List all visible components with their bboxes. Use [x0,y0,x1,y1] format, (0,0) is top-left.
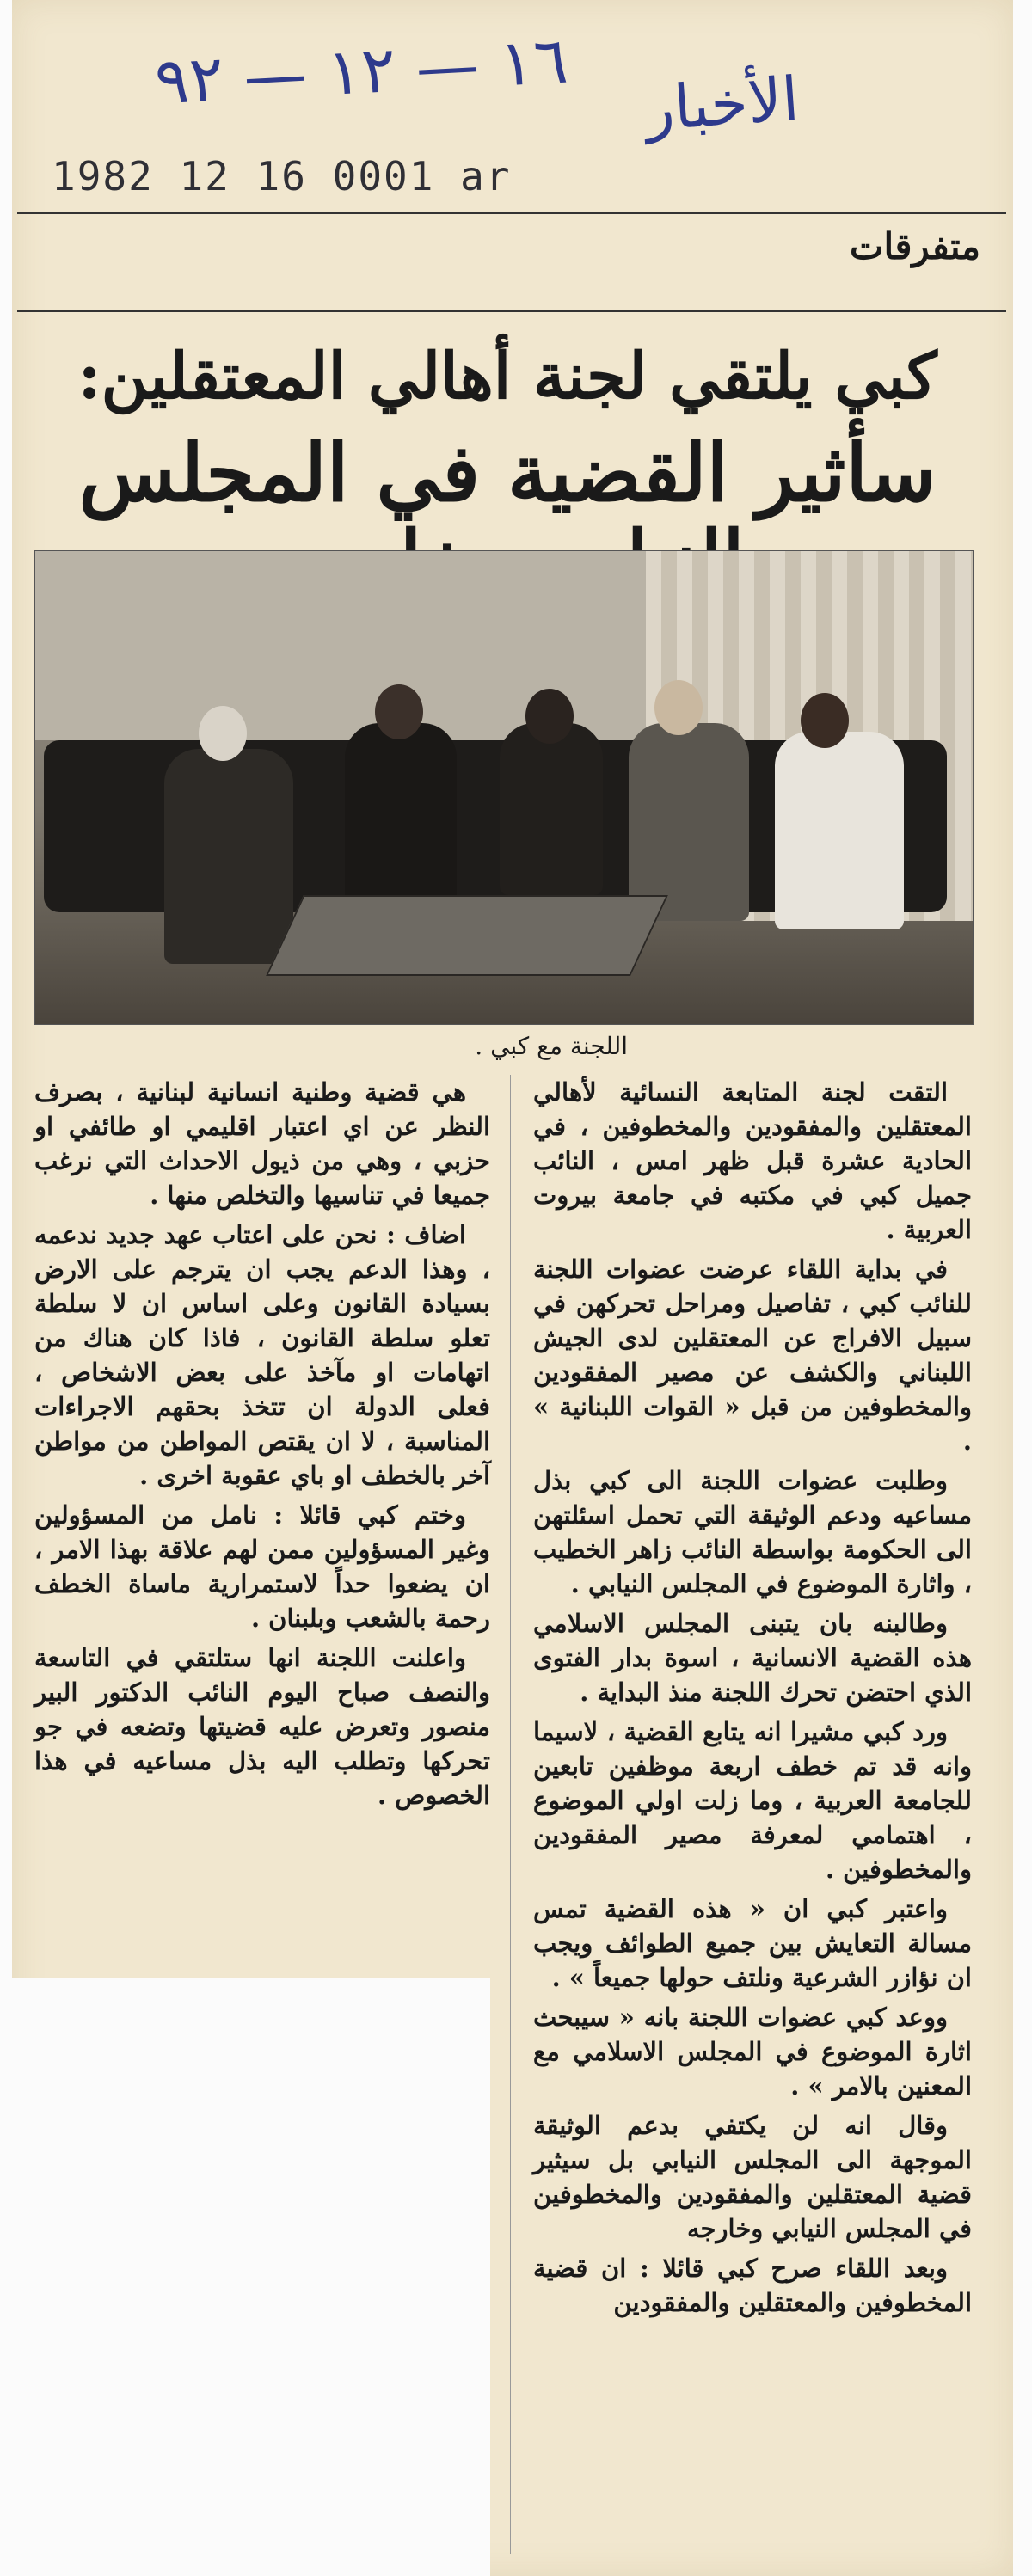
photo-caption: اللجنة مع كبي . [475,1032,628,1060]
headline-line-1: كبي يلتقي لجنة أهالي المعتقلين: [77,340,937,414]
article-paragraph: واعلنت اللجنة انها ستلتقي في التاسعة والنصف صباح اليوم النائب الدكتور البير منصور وتعرض عليه قضيتها وتضعه في جو تحركها وتطلب اليه بذل مساعيه في هذا الخصوص . [34,1643,490,1810]
section-label: متفرقات [849,225,980,267]
article-paragraph: في بداية اللقاء عرضت عضوات اللجنة للنائب كبي ، تفاصيل ومراحل تحركهن في سبيل الافراج عن المعتقلين لدى الجيش اللبناني والكشف عن مصير المفقودين والمخطوفين من قبل « القوات اللبنانية » . [533,1254,972,1456]
article-column-left [34,1075,490,1818]
article-paragraph: وطلبت عضوات اللجنة الى كبي بذل مساعيه ودعم الوثيقة التي تحمل اسئلتهن الى الحكومة بواسطة النائب زاهر الخطيب ، واثارة الموضوع في المجلس النيابي . [533,1466,972,1598]
handwritten-date: ١٦ — ١٢ — ٩٢ [153,23,570,120]
article-paragraph: وقال انه لن يكتفي بدعم الوثيقة الموجهة الى المجلس النيابي بل سيثير قضية المعتقلين والمفقودين والمخطوفين في المجلس النيابي وخارجه [533,2111,972,2243]
article-paragraph: ورد كبي مشيرا انه يتابع القضية ، لاسيما وانه قد تم خطف اربعة موظفين تابعين للجامعة العربية ، وما زلت اولي الموضوع ، اهتمامي لمعرفة مصير المفقودين والمخطوفين . [533,1717,972,1884]
headline-line-2: سأثير القضية في المجلس [78,426,937,519]
article-paragraph: التقت لجنة المتابعة النسائية لأهالي المعتقلين والمفقودين والمخطوفين ، في الحادية عشرة قبل ظهر امس ، النائب جميل كبي في مكتبه في جامعة بيروت العربية . [533,1077,972,1244]
blank-area [0,1978,490,2576]
article-photo [34,550,974,1025]
article-paragraph: وختم كبي قائلا : نامل من المسؤولين وغير المسؤولين ممن لهم علاقة بهذا الامر ، ان يضعوا حداً لاستمرارية ماساة الخطف رحمة بالشعب وبلبنان . [34,1500,490,1633]
article-paragraph: اضاف : نحن على اعتاب عهد جديد ندعمه ، وهذا الدعم يجب ان يترجم على الارض بسيادة القانون وعلى اساس ان لا سلطة تعلو سلطة القانون ، فاذا كان هناك من اتهامات او مآخذ على بعض الاشخاص ، فعلى الدولة ان تتخذ بحقهم الاجراءات المناسبة ، لا ان يقتص المواطن من مواطن آخر بالخطف او باي عقوبة اخرى . [34,1220,490,1490]
article-paragraph: واعتبر كبي ان « هذه القضية تمس مسالة التعايش بين جميع الطوائف ويجب ان نؤازر الشرعية ونلتف حولها جميعاً » . [533,1894,972,1992]
article-paragraph: وبعد اللقاء صرح كبي قائلا : ان قضية المخطوفين والمعتقلين والمفقودين [533,2254,972,2317]
article-paragraph: وطالبنه بان يتبنى المجلس الاسلامي هذه القضية الانسانية ، اسوة بدار الفتوى الذي احتضن تحرك اللجنة منذ البداية . [533,1609,972,1707]
section-rule [17,310,1006,312]
article-column-right [533,1075,972,2325]
column-divider [510,1075,511,2554]
top-rule [17,212,1006,214]
handwritten-source: الأخبار [642,63,802,145]
article-paragraph: هي قضية وطنية انسانية لبنانية ، بصرف النظر عن اي اعتبار اقليمي او طائفي او حزبي ، وهي من ذيول الاحداث التي نرغب جميعا في تناسيها والتخلص منها . [34,1077,490,1210]
article-paragraph: ووعد كبي عضوات اللجنة بانه « سيبحث اثارة الموضوع في المجلس الاسلامي مع المعنين بالامر » . [533,2003,972,2101]
archive-stamp: 1982 12 16 0001 ar [52,153,512,199]
